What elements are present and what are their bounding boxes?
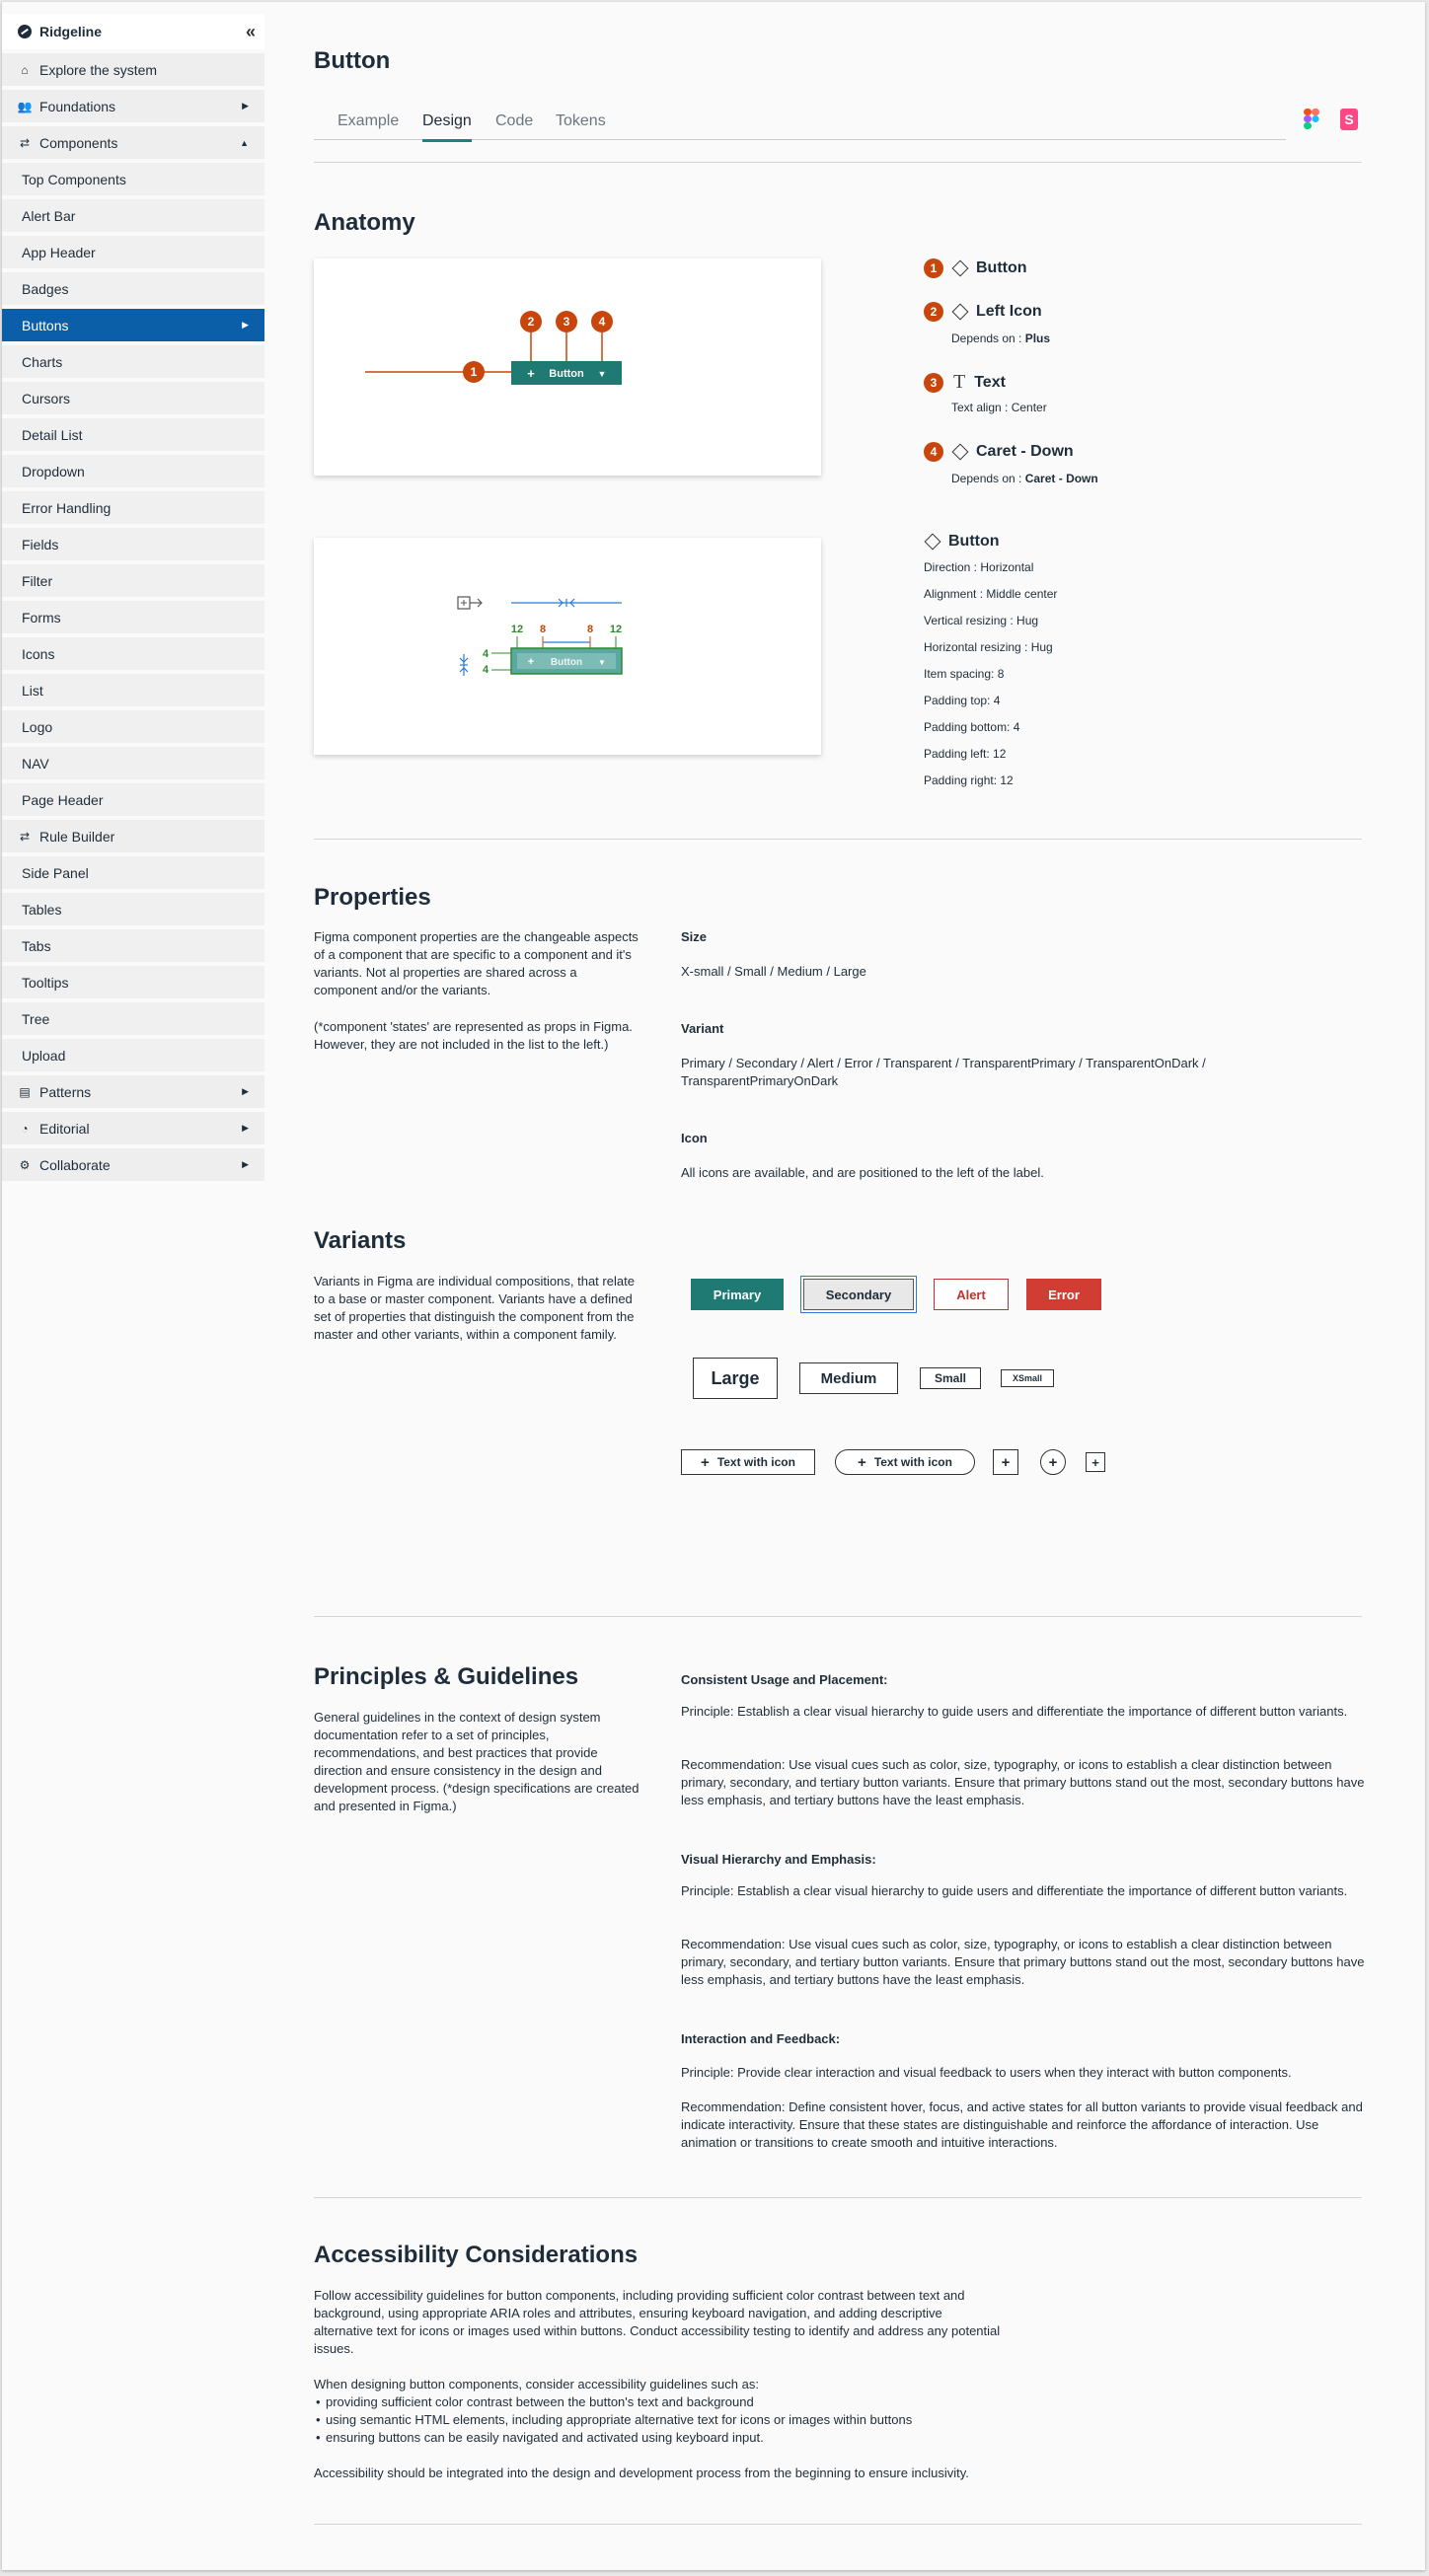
sidebar-item-label: Page Header	[22, 791, 104, 808]
tab-example[interactable]: Example	[338, 112, 400, 129]
divider	[314, 162, 1362, 163]
sidebar-item-logo[interactable]	[2, 710, 264, 743]
properties-note: (*component 'states' are represented as props in Figma. However, they are not included in the list to the left.)	[314, 1019, 633, 1052]
sidebar-item-charts[interactable]	[2, 345, 264, 378]
sidebar-item-upload[interactable]	[2, 1039, 264, 1071]
sidebar-item-label: Alert Bar	[22, 207, 76, 224]
sidebar-item-label: Collaborate	[39, 1156, 111, 1173]
sidebar-item-label: App Header	[22, 244, 96, 260]
accessibility-closing: Accessibility should be integrated into the design and development process from the beginning to ensure inclusivity.	[314, 2466, 969, 2480]
layout-property-line: Vertical resizing : Hug	[924, 614, 1039, 627]
sidebar-item-label: Filter	[22, 572, 53, 589]
book-icon: ▤	[19, 1084, 31, 1099]
sidebar-item-cursors[interactable]	[2, 382, 264, 414]
sidebar-item-label: Forms	[22, 609, 61, 626]
error-button[interactable]: Error	[1026, 1279, 1101, 1310]
anatomy-part-3-detail: Text align : Center	[951, 401, 1047, 414]
sidebar-item-foundations[interactable]	[2, 90, 264, 122]
layout-diagram	[314, 538, 821, 755]
properties-heading: Properties	[314, 884, 431, 911]
anatomy-diagram	[314, 258, 821, 476]
tab-bar	[314, 110, 1286, 140]
sidebar-item-label: Top Components	[22, 171, 126, 187]
sidebar-item-label: Rule Builder	[39, 828, 115, 845]
sidebar-item-error-handling[interactable]	[2, 491, 264, 524]
callout-4	[591, 311, 613, 332]
sidebar-item-badges[interactable]	[2, 272, 264, 305]
sidebar-item-label: Tabs	[22, 937, 51, 954]
accessibility-heading: Accessibility Considerations	[314, 2242, 639, 2268]
svg-text:8: 8	[539, 624, 547, 635]
sidebar-item-label: NAV	[22, 755, 49, 772]
sidebar-item-label: Cursors	[22, 390, 71, 406]
sidebar-item-detail-list[interactable]	[2, 418, 264, 451]
sidebar-item-label: Patterns	[39, 1083, 92, 1100]
xsmall-button[interactable]: XSmall	[1001, 1369, 1054, 1387]
sidebar-item-label: Foundations	[39, 98, 116, 114]
svg-text:1: 1	[470, 365, 478, 379]
sidebar-item-filter[interactable]	[2, 564, 264, 597]
sidebar-item-alert-bar[interactable]	[2, 199, 264, 232]
sidebar-item-label: Tables	[22, 901, 62, 918]
collapse-sidebar-icon[interactable]: «	[245, 21, 253, 41]
gear-icon: ⚙	[19, 1157, 31, 1172]
sidebar-item-label: Buttons	[22, 317, 69, 333]
anatomy-heading: Anatomy	[314, 209, 415, 236]
gap-labels	[540, 624, 593, 635]
sidebar-item-rule-builder[interactable]	[2, 820, 264, 852]
principle-3-recommendation: Recommendation: Define consistent hover, focus, and active states for all button variants to provide visual feedback and indicate interactivity. Ensure that these states are distinguishable and reinforce the affordance of interaction. Use animation or transitions to create smooth and intuitive interactions.	[681, 2099, 1363, 2150]
sidebar-item-label: Fields	[22, 536, 59, 552]
tab-tokens[interactable]: Tokens	[556, 112, 606, 129]
svg-text:4: 4	[482, 664, 489, 676]
part-name: Button	[976, 259, 1027, 276]
home-icon: ⌂	[21, 62, 29, 77]
anatomy-part-1	[924, 258, 1027, 278]
layout-property-line: Horizontal resizing : Hug	[924, 640, 1053, 654]
plus-icon: +	[1048, 1453, 1058, 1471]
svg-text:8: 8	[586, 624, 594, 635]
layout-button-label: Button	[550, 657, 583, 668]
swap-icon: ⇄	[19, 829, 31, 844]
sidebar-item-dropdown[interactable]	[2, 455, 264, 487]
caret-up-icon: ▲	[240, 137, 249, 148]
sidebar-item-label: Charts	[22, 353, 63, 370]
callout-3	[556, 311, 577, 332]
anatomy-part-2	[924, 302, 1042, 322]
medium-button[interactable]: Medium	[799, 1362, 898, 1394]
principle-3-label: Interaction and Feedback:	[681, 2031, 841, 2046]
caret-right-icon: ▶	[242, 1123, 249, 1133]
sidebar-item-page-header[interactable]	[2, 783, 264, 816]
principle-2-recommendation: Recommendation: Use visual cues such as color, size, typography, or icons to establish a clear distinction between primary, secondary, and tertiary button variants. Ensure that primary buttons stand out the most, secondary buttons have less emphasis, and tertiary buttons have the least emphasis.	[681, 1937, 1365, 1987]
property-icon-label: Icon	[681, 1131, 708, 1145]
sidebar-items	[2, 53, 264, 1181]
sidebar-item-side-panel[interactable]	[2, 856, 264, 889]
anatomy-diagram-card	[314, 258, 821, 476]
sidebar-item-buttons[interactable]	[2, 309, 264, 341]
sidebar-item-forms[interactable]	[2, 601, 264, 633]
icon-only-button[interactable]	[993, 1449, 1018, 1475]
tab-code[interactable]: Code	[495, 112, 534, 129]
component-icon	[925, 534, 941, 551]
sidebar-item-list[interactable]	[2, 674, 264, 706]
layout-property-line: Padding left: 12	[924, 747, 1007, 761]
sidebar-item-tables[interactable]	[2, 893, 264, 925]
principle-3-text: Principle: Provide clear interaction and visual feedback to users when they interact with button components.	[681, 2065, 1292, 2080]
sidebar-item-label: Dropdown	[22, 463, 85, 479]
part-number: 4	[924, 442, 943, 462]
sidebar-item-label: Detail List	[22, 426, 83, 443]
divider	[314, 839, 1362, 840]
sidebar-item-label: Icons	[22, 645, 55, 662]
part-number: 3	[924, 373, 943, 393]
list-item: • using semantic HTML elements, including appropriate alternative text for icons or images within buttons	[314, 2411, 1024, 2429]
principles-heading: Principles & Guidelines	[314, 1663, 579, 1690]
part-number: 2	[924, 302, 943, 322]
principle-2-text: Principle: Establish a clear visual hierarchy to guide users and differentiate the importance of different button variants.	[681, 1883, 1348, 1898]
component-icon	[952, 444, 969, 461]
diagram-plus-icon: +	[527, 366, 535, 381]
sidebar-item-label: Error Handling	[22, 499, 112, 516]
sidebar-item-label: Tree	[22, 1010, 50, 1027]
properties-intro: Figma component properties are the changeable aspects of a component that are specific to a component and it's variants. Not al properties are shared across a component and/or the variants.	[314, 929, 639, 997]
primary-button[interactable]: Primary	[691, 1279, 784, 1310]
sidebar-item-editorial[interactable]	[2, 1112, 264, 1144]
caret-right-icon: ▶	[242, 1086, 249, 1096]
layout-diagram-card	[314, 538, 821, 755]
sidebar-item-label: Logo	[22, 718, 53, 735]
principle-1-text: Principle: Establish a clear visual hierarchy to guide users and differentiate the importance of different button variants.	[681, 1704, 1348, 1719]
tab-design[interactable]: Design	[422, 112, 472, 129]
property-variant-value: Primary / Secondary / Alert / Error / Transparent / TransparentPrimary / TransparentOnDark / TransparentPrimaryOnDark	[681, 1056, 1206, 1088]
accessibility-list	[314, 2393, 1024, 2447]
diagram-button-label: Button	[549, 368, 584, 380]
principle-1-label: Consistent Usage and Placement:	[681, 1672, 888, 1687]
small-icon-button[interactable]	[1086, 1452, 1105, 1472]
sidebar	[2, 14, 264, 1185]
caret-right-icon: ▶	[242, 320, 249, 330]
property-size-value: X-small / Small / Medium / Large	[681, 964, 866, 979]
sidebar-item-patterns[interactable]	[2, 1075, 264, 1108]
large-button[interactable]: Large	[693, 1358, 778, 1399]
svg-text:12: 12	[510, 624, 524, 635]
divider	[314, 1616, 1362, 1617]
variants-intro: Variants in Figma are individual compositions, that relate to a base or master component. Variants have a defined set of properties that distinguish the component from the master and other variants, within a component family.	[314, 1274, 635, 1342]
pie-icon: ◔	[21, 1121, 29, 1136]
layout-property-line: Item spacing: 8	[924, 667, 1005, 681]
figma-icon[interactable]	[1304, 109, 1319, 130]
sidebar-item-tree[interactable]	[2, 1002, 264, 1035]
principle-2-label: Visual Hierarchy and Emphasis:	[681, 1852, 876, 1867]
rounded-text-with-icon-button[interactable]: + Text with icon	[835, 1449, 975, 1475]
sidebar-item-label: Tooltips	[22, 974, 69, 991]
alert-button[interactable]: Alert	[934, 1279, 1009, 1310]
layout-property-line: Direction : Horizontal	[924, 560, 1034, 574]
sidebar-item-collaborate[interactable]	[2, 1148, 264, 1181]
sidebar-item-explore-the-system[interactable]	[2, 53, 264, 86]
callout-1	[463, 361, 485, 383]
layout-caret-icon: ▼	[598, 658, 606, 667]
svg-text:3: 3	[563, 315, 570, 329]
list-item: • ensuring buttons can be easily navigated and activated using keyboard input.	[314, 2429, 1024, 2447]
sidebar-item-components[interactable]	[2, 126, 264, 159]
storybook-icon[interactable]: S	[1340, 109, 1358, 130]
accessibility-intro: Follow accessibility guidelines for button components, including providing sufficient color contrast between text and background, using appropriate ARIA roles and attributes, ensuring keyboard navigation, and adding descriptive alternative text for icons or images used within buttons. Conduct accessibility testing to identify and address any potential issues.	[314, 2288, 1001, 2356]
plus-icon: +	[1091, 1454, 1099, 1470]
sidebar-item-top-components[interactable]	[2, 163, 264, 195]
sidebar-item-label: Components	[39, 134, 118, 151]
sidebar-item-nav[interactable]	[2, 747, 264, 779]
property-size-label: Size	[681, 929, 708, 944]
property-icon-value: All icons are available, and are positioned to the left of the label.	[681, 1165, 1044, 1180]
part-name: Left Icon	[976, 303, 1042, 320]
people-icon: 👥	[17, 99, 33, 113]
page-title: Button	[314, 47, 391, 74]
sidebar-item-tooltips[interactable]	[2, 966, 264, 998]
part-name: Caret - Down	[976, 443, 1074, 460]
layout-plus-icon: +	[527, 656, 535, 668]
svg-text:2: 2	[527, 315, 535, 329]
plus-icon: +	[858, 1453, 866, 1471]
divider	[314, 2524, 1362, 2525]
callout-2	[520, 311, 542, 332]
svg-text:12: 12	[609, 624, 623, 635]
secondary-button[interactable]: Secondary	[803, 1279, 914, 1310]
sidebar-item-label: List	[22, 682, 43, 699]
sidebar-item-label: Explore the system	[39, 61, 158, 78]
sidebar-item-app-header[interactable]	[2, 236, 264, 268]
variants-heading: Variants	[314, 1227, 407, 1254]
layout-properties	[924, 533, 1058, 787]
svg-text:4: 4	[482, 648, 489, 660]
part-number: 1	[924, 258, 943, 278]
sidebar-item-label: Badges	[22, 280, 69, 297]
divider	[314, 2197, 1362, 2198]
component-icon	[952, 260, 969, 277]
ridgeline-logo-icon	[18, 25, 32, 38]
list-item: • providing sufficient color contrast between the button's text and background	[314, 2393, 1024, 2411]
caret-right-icon: ▶	[242, 101, 249, 110]
property-variant-label: Variant	[681, 1021, 724, 1036]
plus-icon: +	[1001, 1453, 1011, 1471]
text-with-icon-button[interactable]: + Text with icon	[681, 1449, 815, 1475]
layout-property-line: Padding right: 12	[924, 773, 1014, 787]
sidebar-item-tabs[interactable]	[2, 929, 264, 962]
diagram-caret-icon: ▼	[597, 369, 607, 379]
layout-title: Button	[924, 533, 1000, 551]
anatomy-part-4	[924, 442, 1074, 462]
small-button[interactable]: Small	[920, 1367, 981, 1389]
text-icon: T	[953, 371, 966, 393]
swap-icon: ⇄	[19, 135, 31, 150]
anatomy-part-4-detail: Depends on : Caret - Down	[951, 472, 1098, 485]
round-icon-button[interactable]	[1040, 1449, 1066, 1475]
sidebar-brand[interactable]	[2, 14, 264, 49]
sidebar-item-fields[interactable]	[2, 528, 264, 560]
component-icon	[952, 304, 969, 321]
svg-text:4: 4	[598, 315, 606, 329]
sidebar-item-label: Side Panel	[22, 864, 89, 881]
auto-layout-icon	[458, 597, 482, 609]
layout-property-line: Alignment : Middle center	[924, 587, 1058, 601]
accessibility-list-intro: When designing button components, consider accessibility guidelines such as:	[314, 2377, 759, 2392]
layout-property-line: Padding top: 4	[924, 694, 1001, 707]
plus-icon: +	[701, 1453, 710, 1471]
sidebar-item-label: Editorial	[39, 1120, 90, 1137]
anatomy-part-2-detail: Depends on : Plus	[951, 331, 1051, 345]
principle-1-recommendation: Recommendation: Use visual cues such as color, size, typography, or icons to establish a clear distinction between primary, secondary, and tertiary button variants. Ensure that primary buttons stand out the most, secondary buttons have less emphasis, and tertiary buttons have the least emphasis.	[681, 1757, 1365, 1807]
anatomy-part-3	[924, 371, 1006, 394]
brand-name: Ridgeline	[39, 24, 103, 39]
principles-intro: General guidelines in the context of design system documentation refer to a set of principles, recommendations, and best practices that provide direction and ensure consistency in the design and development process. (*design specifications are created and presented in Figma.)	[314, 1710, 639, 1813]
sidebar-item-icons[interactable]	[2, 637, 264, 670]
layout-property-line: Padding bottom: 4	[924, 720, 1020, 734]
part-name: Text	[974, 373, 1006, 391]
caret-right-icon: ▶	[242, 1159, 249, 1169]
sidebar-item-label: Upload	[22, 1047, 66, 1064]
